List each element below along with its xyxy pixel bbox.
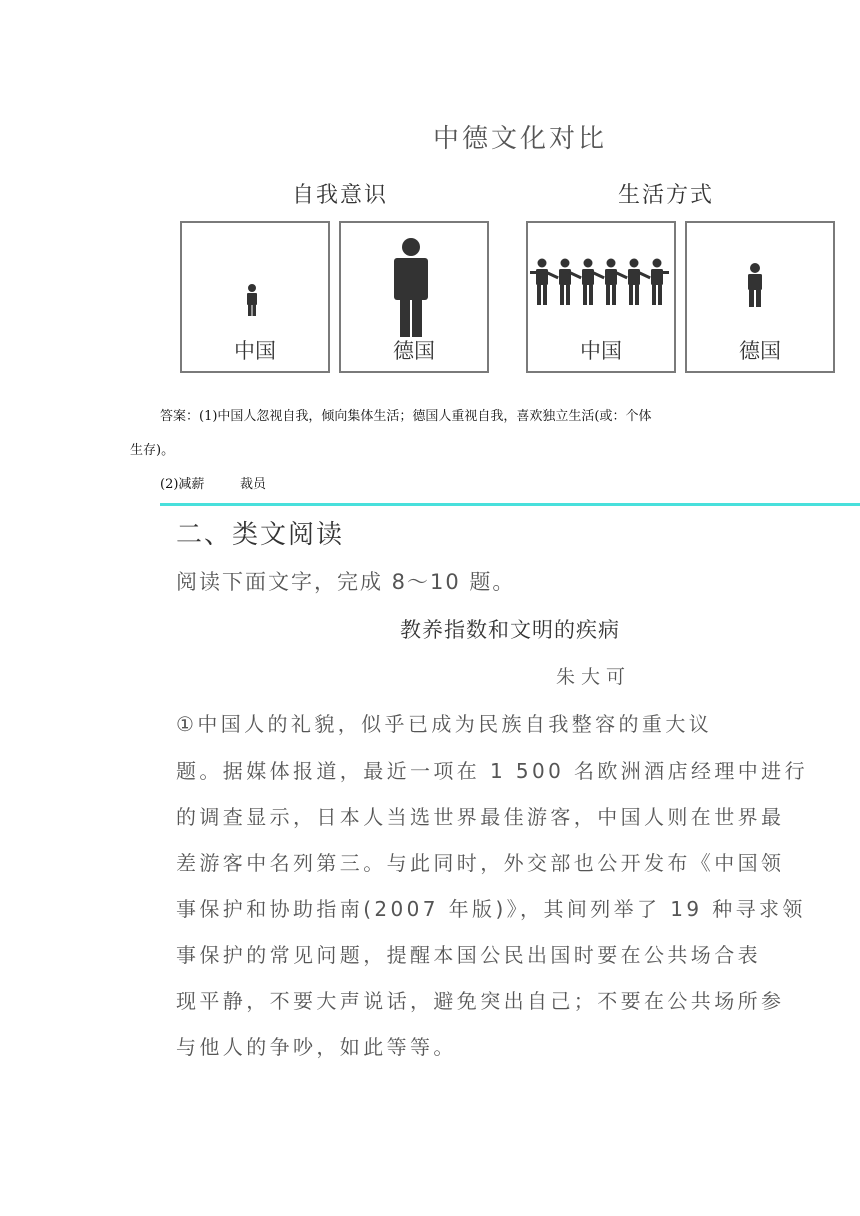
answer-line-3-part-1: (2)减薪 <box>160 477 205 492</box>
figure-title: 中德文化对比 <box>432 124 607 154</box>
paragraph-line: 与他人的争吵，如此等等。 <box>176 1035 457 1059</box>
answer-line-3-part-2: 裁员 <box>240 477 267 492</box>
paragraph-line: 事保护的常见问题，提醒本国公民出国时要在公共场合表 <box>176 943 761 967</box>
person-body <box>559 269 571 285</box>
person-body <box>628 269 640 285</box>
large-person-icon <box>341 223 487 343</box>
person-head <box>538 259 547 268</box>
panel-lifestyle-germany <box>685 221 835 373</box>
paragraph-line: 的调查显示，日本人当选世界最佳游客，中国人则在世界最 <box>176 805 785 829</box>
person-leg <box>658 285 662 305</box>
person-leg <box>589 285 593 305</box>
single-person-icon <box>687 223 833 333</box>
person-body <box>651 269 663 285</box>
small-person-icon <box>182 223 328 333</box>
person-leg <box>537 285 541 305</box>
panel-label: 中国 <box>580 339 622 363</box>
person-head <box>561 259 570 268</box>
article-author: 朱大可 <box>556 666 632 688</box>
linked-arm <box>662 271 669 274</box>
reading-instruction: 阅读下面文字，完成 8～10 题。 <box>176 570 516 594</box>
paragraph-line: 事保护和协助指南(2007 年版)》，其间列举了 19 种寻求领 <box>176 897 806 921</box>
person-body <box>605 269 617 285</box>
paragraph-line: 差游客中名列第三。与此同时，外交部也公开发布《中国领 <box>176 851 785 875</box>
paragraph-line: 现平静，不要大声说话，避免突出自己；不要在公共场所参 <box>176 989 785 1013</box>
person-leg <box>629 285 633 305</box>
person-leg <box>566 285 570 305</box>
person-leg <box>635 285 639 305</box>
person-head <box>653 259 662 268</box>
answer-line-2: 生存)。 <box>130 443 175 458</box>
group-title-self-awareness: 自我意识 <box>292 183 389 208</box>
panel-label: 德国 <box>739 339 781 363</box>
group-of-people-icon <box>528 223 674 333</box>
panel-self-germany <box>339 221 489 373</box>
section-heading: 二、类文阅读 <box>176 520 345 550</box>
person-leg <box>543 285 547 305</box>
person-head <box>607 259 616 268</box>
panel-self-china <box>180 221 330 373</box>
panel-label: 中国 <box>234 339 276 363</box>
panel-label: 德国 <box>393 339 435 363</box>
panel-lifestyle-china <box>526 221 676 373</box>
person-leg <box>652 285 656 305</box>
person-leg <box>560 285 564 305</box>
person-leg <box>612 285 616 305</box>
section-divider <box>160 503 860 506</box>
group-title-lifestyle: 生活方式 <box>618 183 715 208</box>
person-body <box>536 269 548 285</box>
person-leg <box>606 285 610 305</box>
linked-arm <box>530 271 537 274</box>
person-head <box>584 259 593 268</box>
paragraph-line: 题。据媒体报道，最近一项在 1 500 名欧洲酒店经理中进行 <box>176 759 808 783</box>
person-leg <box>583 285 587 305</box>
article-title: 教养指数和文明的疾病 <box>400 618 620 642</box>
person-body <box>582 269 594 285</box>
person-head <box>630 259 639 268</box>
paragraph-line: ①中国人的礼貌，似乎已成为民族自我整容的重大议 <box>176 712 713 736</box>
answer-line-1: 答案：(1)中国人忽视自我，倾向集体生活；德国人重视自我，喜欢独立生活(或：个体 <box>160 409 652 424</box>
